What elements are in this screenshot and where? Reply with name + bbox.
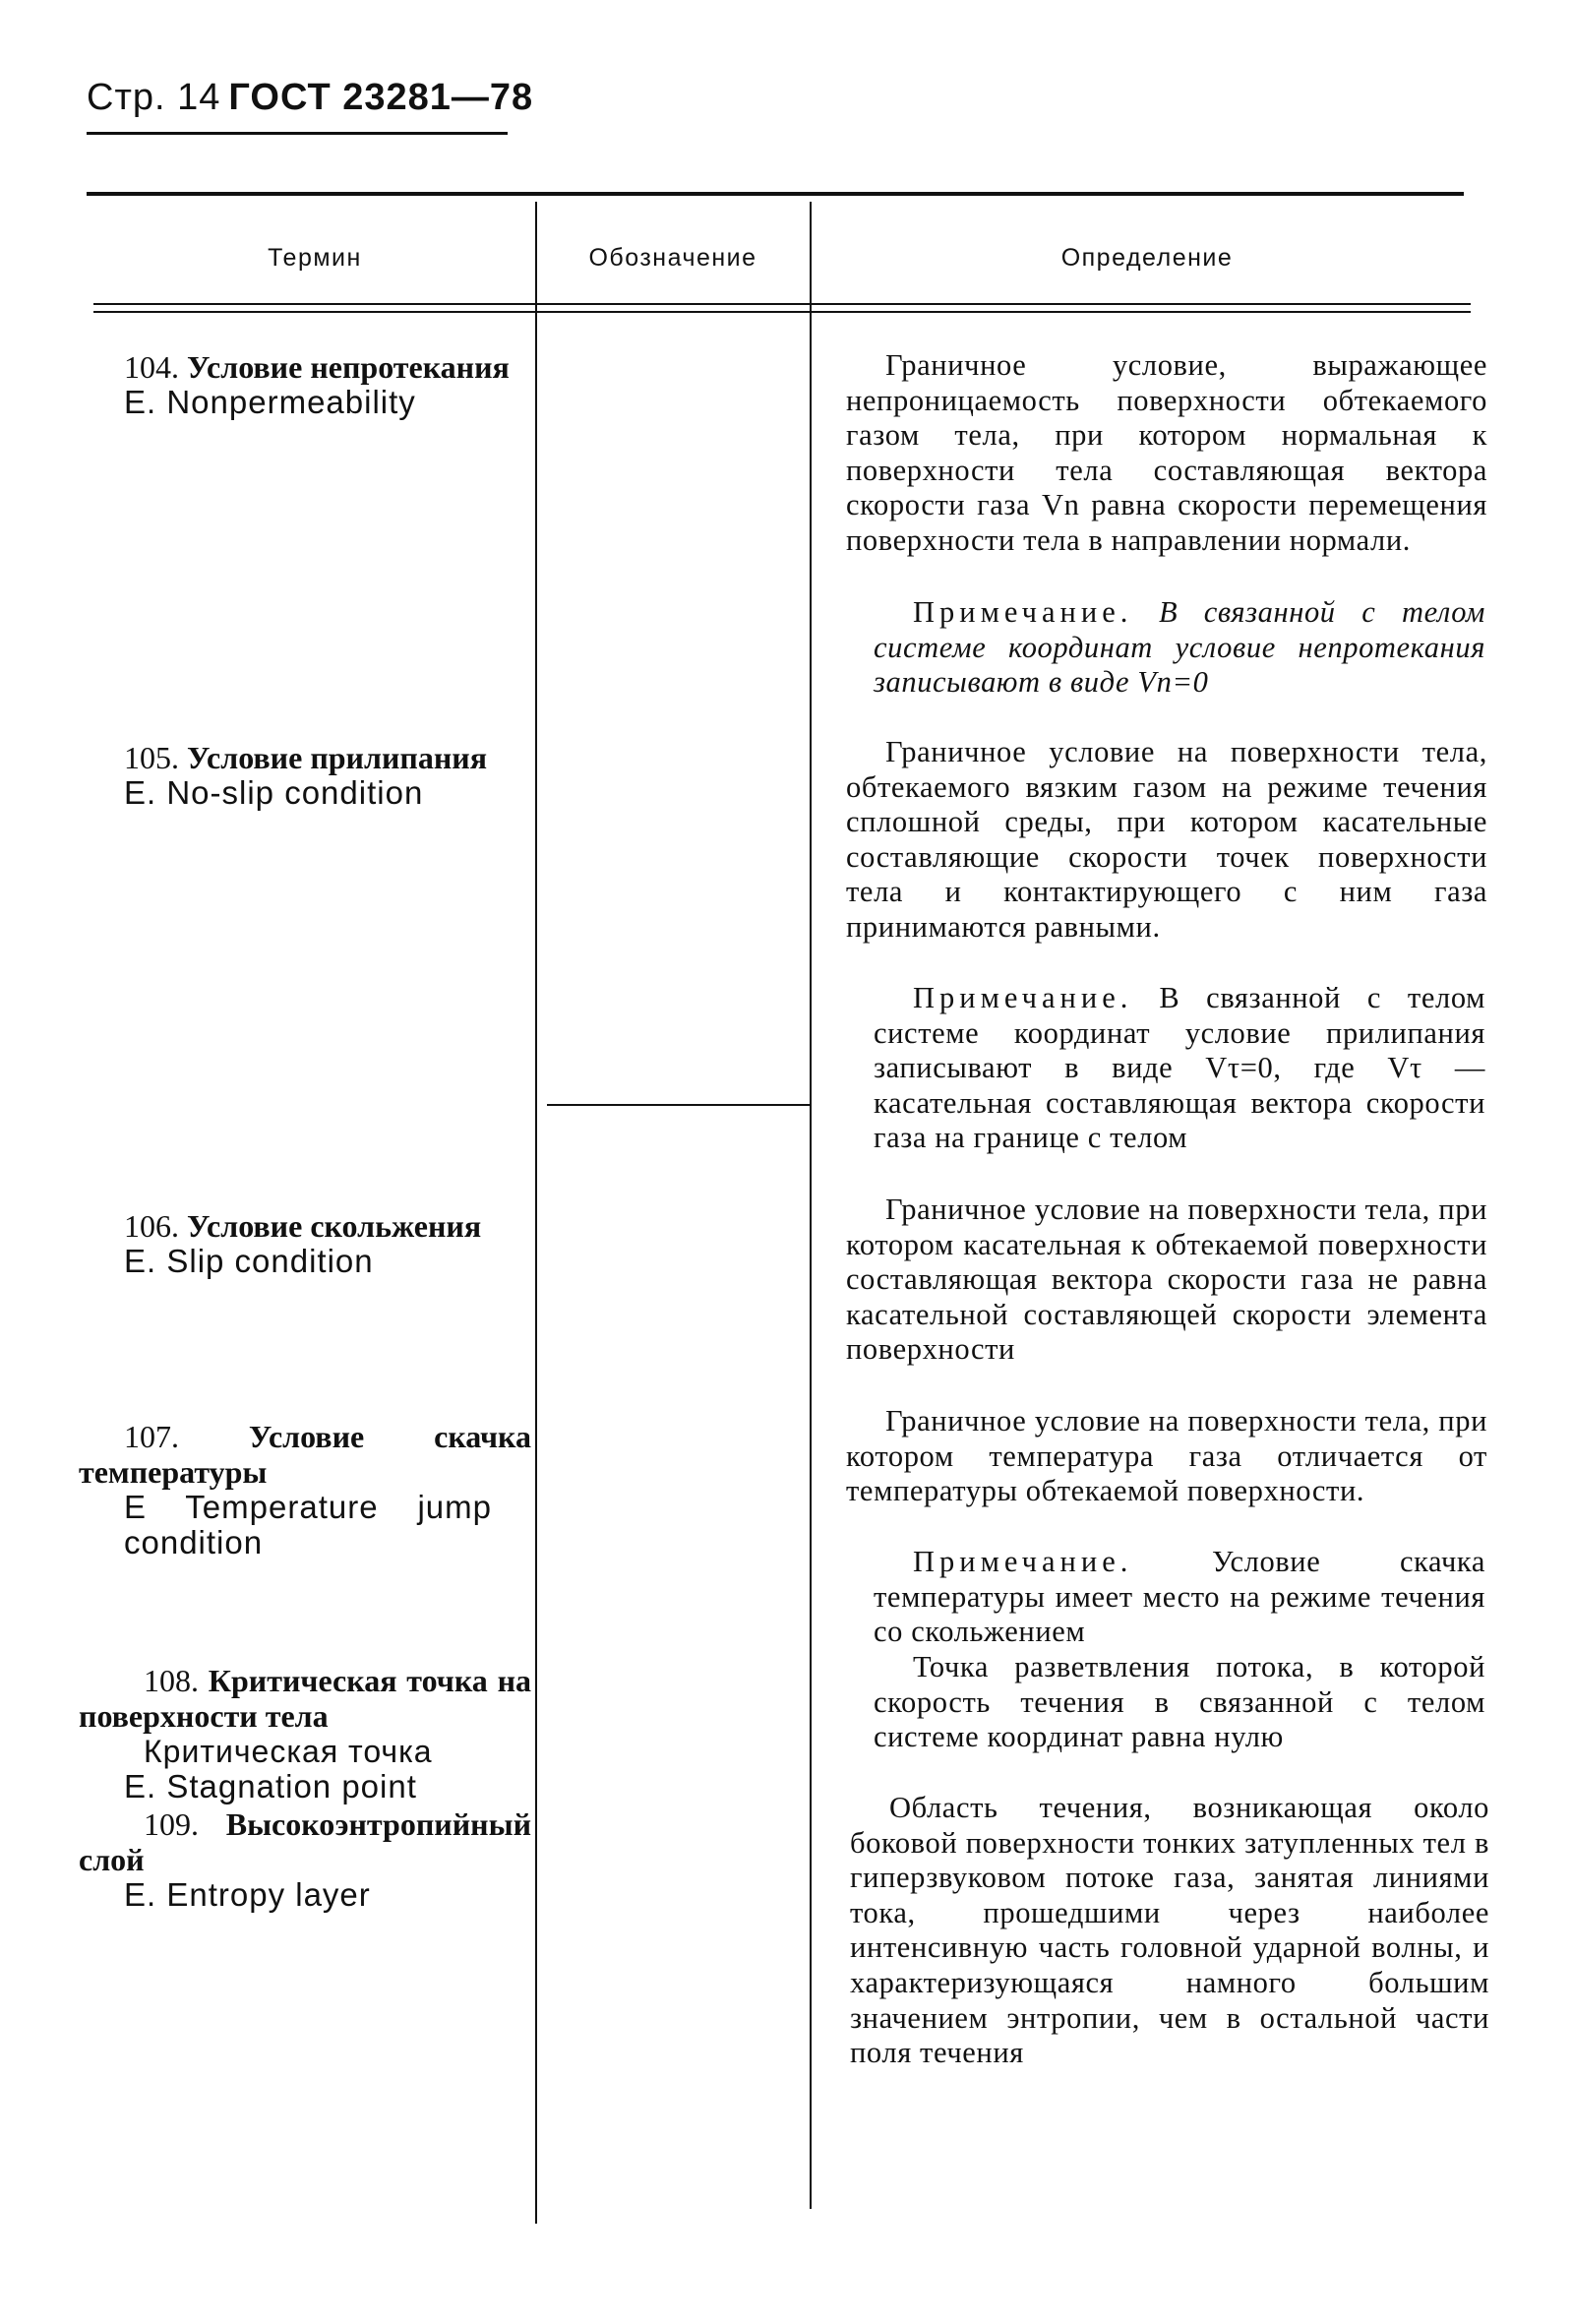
column-divider-2 [810, 202, 812, 2209]
page-number: Стр. 14 [87, 77, 221, 118]
definition-105 [846, 735, 1487, 946]
definition-text: Область течения, возникающая около боковой поверхности тонких затупленных тел в гиперзвуковом потоке газа, занятая линиями тока, прошедшими через наиболее интенсивную часть головной ударной волны, и характеризующаяся намного большим значением энтропии, чем в остальной части поля течения [850, 1791, 1489, 2070]
term-number: 104. [124, 349, 179, 385]
note-text: В связанной с телом системе координат условие непротекания записывают в виде Vn=0 [874, 595, 1485, 700]
term-english: E. Entropy layer [124, 1876, 371, 1913]
term-english: E Temperature jump condition [124, 1489, 492, 1560]
column-header-definition: Определение [1060, 244, 1234, 272]
term-109 [79, 1806, 531, 1913]
term-104 [79, 349, 531, 420]
standard-number: ГОСТ 23281—78 [228, 77, 534, 118]
note-text: Условие скачка температуры имеет место на режиме течения со скольжением [874, 1545, 1485, 1649]
term-number: 108. [144, 1663, 199, 1698]
term-107 [79, 1419, 531, 1560]
page-header [87, 77, 533, 119]
term-title: Высокоэнтропийный слой [79, 1806, 531, 1877]
definition-text: Граничное условие на поверхности тела, обтекаемого вязким газом на режиме течения сплошной среды, при котором касательные составляющие скорости точек поверхности тела и контактирующего с ним газа принимаются равными. [846, 735, 1487, 944]
term-english: E. Slip condition [124, 1243, 374, 1279]
term-title: Условие скачка температуры [79, 1419, 531, 1490]
note-104 [874, 595, 1485, 701]
term-title: Условие скольжения [187, 1208, 482, 1244]
definition-text: Граничное условие на поверхности тела, при котором касательная к обтекаемой поверхности составляющая вектора скорости газа не равна касательной составляющей скорости элемента поверхности [846, 1193, 1487, 1367]
note-label: Примечание. [913, 595, 1133, 629]
term-english: E. No-slip condition [124, 774, 424, 811]
definition-108 [874, 1650, 1485, 1755]
table-head-rule-1 [93, 303, 1471, 305]
term-english: E. Stagnation point [124, 1768, 417, 1804]
table-head-rule-2 [93, 311, 1471, 313]
term-number: 105. [124, 740, 179, 775]
term-number: 109. [144, 1806, 199, 1842]
symbol-column-rule [547, 1104, 811, 1106]
term-106 [79, 1208, 531, 1279]
term-title: Условие непротекания [187, 349, 510, 385]
definition-104 [846, 348, 1487, 559]
definition-text: Граничное условие, выражающее непроницаемость поверхности обтекаемого газом тела, при котором нормальная к поверхности тела составляющая вектора скорости газа Vn равна скорости перемещения поверхности тела в направлении нормали. [846, 348, 1487, 557]
term-title: Условие прилипания [187, 740, 487, 775]
note-label: Примечание. [913, 1545, 1133, 1578]
term-number: 106. [124, 1208, 179, 1244]
column-header-term: Термин [268, 244, 362, 272]
definition-106 [846, 1193, 1487, 1368]
term-synonym: Критическая точка [144, 1734, 433, 1769]
term-105 [79, 740, 531, 811]
column-header-symbol: Обозначение [588, 244, 757, 272]
term-108 [79, 1663, 531, 1804]
term-title: Критическая точка на поверхности тела [79, 1663, 531, 1734]
table-top-rule [87, 192, 1464, 196]
term-number: 107. [124, 1419, 179, 1454]
definition-109 [850, 1791, 1489, 2071]
header-rule [87, 132, 508, 135]
term-english: E. Nonpermeability [124, 384, 416, 420]
definition-text: Граничное условие на поверхности тела, при котором температура газа отличается от температуры обтекаемой поверхности. [846, 1404, 1487, 1508]
definition-text: Точка разветвления потока, в которой скорость течения в связанной с телом системе координат равна нулю [874, 1650, 1485, 1754]
note-text: В связанной с телом системе координат условие прилипания записывают в виде Vτ=0, где Vτ — касательная составляющая вектора скорости газа на границе с телом [874, 981, 1485, 1155]
note-107 [874, 1545, 1485, 1650]
note-label: Примечание. [913, 981, 1133, 1014]
definition-107 [846, 1404, 1487, 1509]
column-divider-1 [535, 202, 537, 2224]
note-105 [874, 981, 1485, 1156]
